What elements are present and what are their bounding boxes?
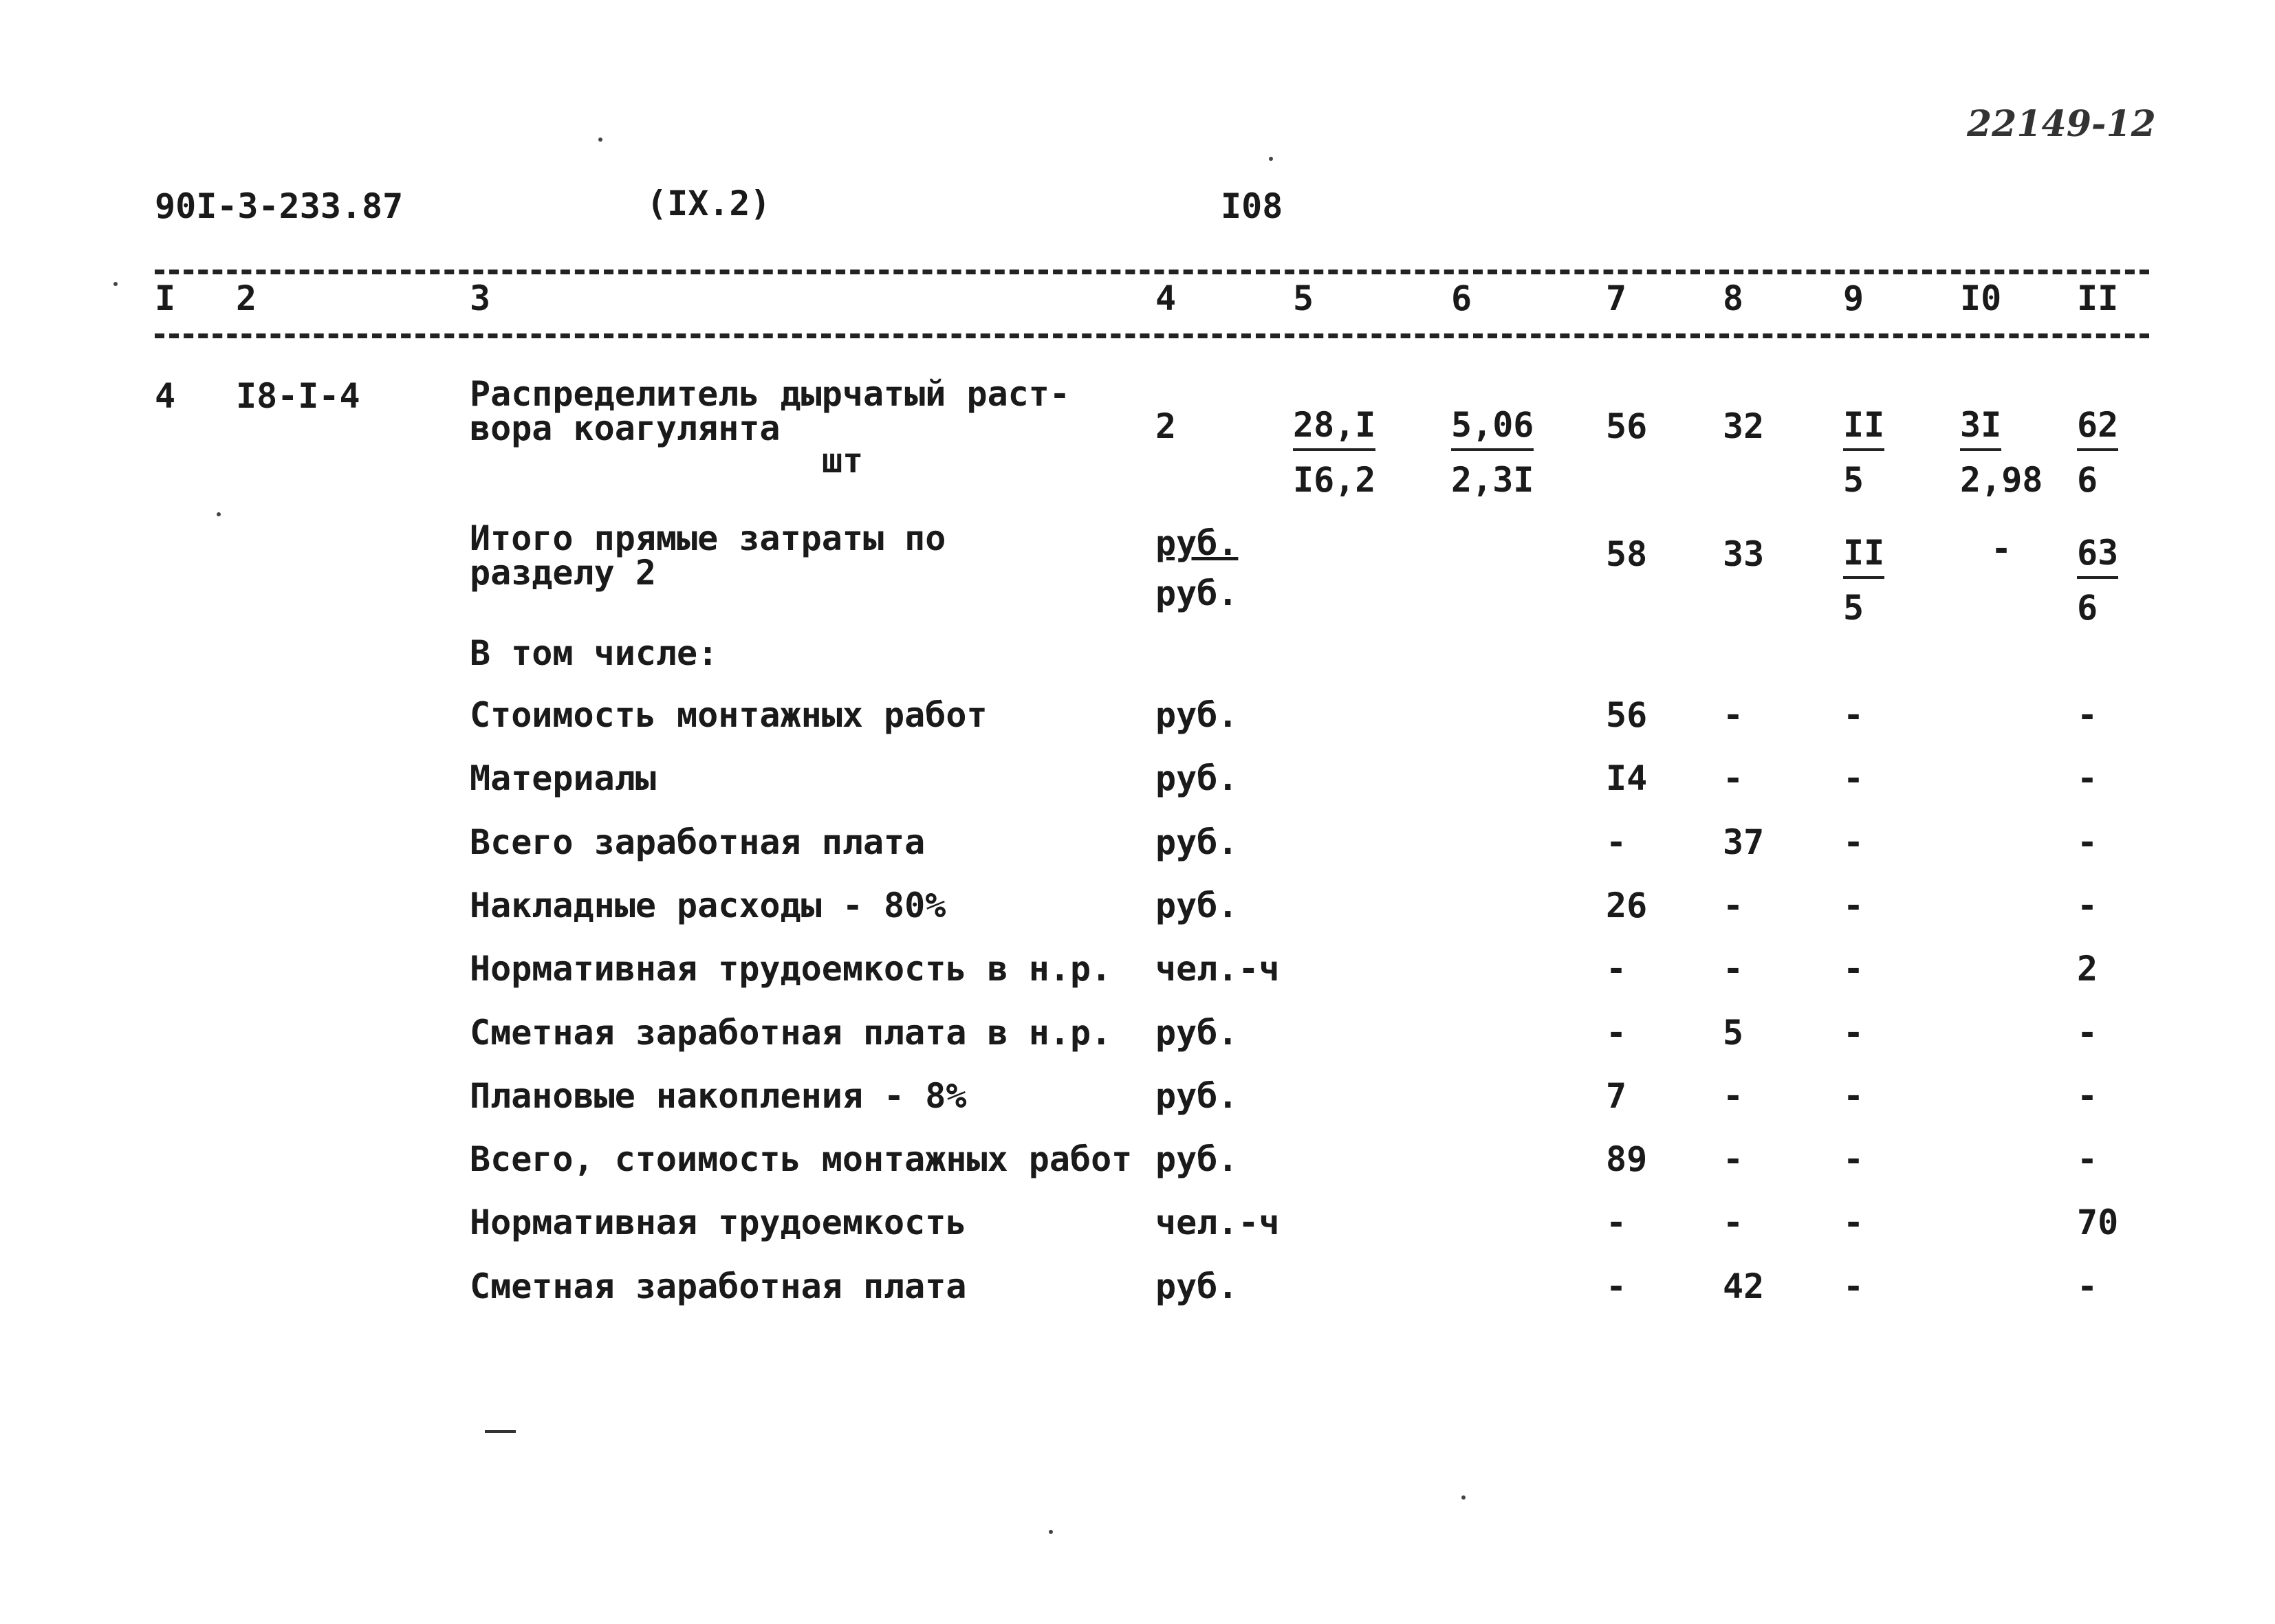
row-col7: 56	[1606, 695, 1648, 735]
row-col9: -	[1843, 1203, 1864, 1242]
row-unit: руб.	[1155, 886, 1239, 925]
row-col9: -	[1843, 822, 1864, 862]
row-label: Материалы	[470, 758, 656, 798]
item-col11-top: 62	[2077, 406, 2118, 451]
row-col7: -	[1606, 1013, 1627, 1053]
row-label: Плановые накопления - 8%	[470, 1076, 967, 1116]
item-quantity: 2	[1155, 406, 1177, 446]
column-number: 2	[236, 278, 257, 318]
row-col8: 5	[1723, 1013, 1744, 1053]
row-unit: руб.	[1155, 1013, 1239, 1053]
row-col11: -	[2077, 886, 2098, 925]
item-col10	[1960, 406, 2043, 499]
row-col11: -	[2077, 758, 2098, 798]
item-col8: 32	[1723, 406, 1765, 446]
row-col7: -	[1606, 822, 1627, 862]
row-col8: -	[1723, 1139, 1744, 1179]
row-col8: -	[1723, 758, 1744, 798]
row-unit: руб.	[1155, 758, 1239, 798]
row-col9: -	[1843, 1076, 1864, 1116]
row-col9: -	[1843, 949, 1864, 989]
row-label: Накладные расходы - 80%	[470, 886, 946, 925]
total-col7: 58	[1606, 534, 1648, 574]
item-col5-bottom: I6,2	[1293, 460, 1376, 500]
row-col8: 42	[1723, 1266, 1765, 1306]
column-number: 9	[1843, 278, 1864, 318]
column-number: 6	[1451, 278, 1472, 318]
scan-speck	[598, 138, 602, 142]
item-col6-top: 5,06	[1451, 406, 1534, 451]
scan-speck	[1049, 1530, 1053, 1534]
row-unit: руб.	[1155, 695, 1239, 735]
item-col9-top: II	[1843, 406, 1884, 451]
row-col9: -	[1843, 695, 1864, 735]
row-col7: -	[1606, 1266, 1627, 1306]
scan-speck	[217, 512, 221, 516]
column-number: 5	[1293, 278, 1314, 318]
total-col8: 33	[1723, 534, 1765, 574]
total-col11-bottom: 6	[2077, 588, 2098, 628]
item-name-line1: Распределитель дырчатый раст-	[470, 374, 1070, 414]
item-col10-bottom: 2,98	[1960, 460, 2043, 500]
row-col9: -	[1843, 758, 1864, 798]
row-label: Стоимость монтажных работ	[470, 695, 988, 735]
row-col9: -	[1843, 1139, 1864, 1179]
column-number: I0	[1960, 278, 2002, 318]
item-col9-bottom: 5	[1843, 460, 1864, 500]
row-col8: -	[1723, 1076, 1744, 1116]
scan-mark	[485, 1430, 516, 1433]
scan-speck	[1461, 1495, 1466, 1500]
row-col9: -	[1843, 1266, 1864, 1306]
row-col9: -	[1843, 886, 1864, 925]
row-col11: 70	[2077, 1203, 2119, 1242]
row-unit: руб.	[1155, 1076, 1239, 1116]
row-label: Нормативная трудоемкость	[470, 1203, 967, 1242]
item-col5-top: 28,I	[1293, 406, 1375, 451]
item-col7: 56	[1606, 406, 1648, 446]
row-label: Сметная заработная плата	[470, 1266, 967, 1306]
row-label: Всего, стоимость монтажных работ	[470, 1139, 1133, 1179]
header-bottom-rule	[155, 333, 2149, 338]
total-col9	[1843, 534, 1884, 627]
item-number: 4	[155, 376, 176, 416]
row-col8: -	[1723, 1203, 1744, 1242]
item-col6	[1451, 406, 1534, 499]
row-col8: -	[1723, 949, 1744, 989]
row-col11: 2	[2077, 949, 2098, 989]
row-col7: -	[1606, 1203, 1627, 1242]
column-number: II	[2077, 278, 2119, 318]
row-col11: -	[2077, 695, 2098, 735]
column-number: 8	[1723, 278, 1744, 318]
row-label: Сметная заработная плата в н.р.	[470, 1013, 1112, 1053]
row-col8: -	[1723, 886, 1744, 925]
row-col8: -	[1723, 695, 1744, 735]
row-col7: 89	[1606, 1139, 1648, 1179]
item-col11-bottom: 6	[2077, 460, 2098, 500]
item-name-line2: вора коагулянта	[470, 408, 781, 448]
total-col9-top: II	[1843, 534, 1884, 579]
row-unit: руб.	[1155, 1266, 1239, 1306]
item-col10-top: 3I	[1960, 406, 2001, 451]
total-unit-2: руб.	[1155, 573, 1239, 613]
column-number: 3	[470, 278, 491, 318]
row-col7: 26	[1606, 886, 1648, 925]
total-col11-top: 63	[2077, 534, 2118, 579]
row-col7: 7	[1606, 1076, 1627, 1116]
row-col11: -	[2077, 1266, 2098, 1306]
item-code: I8-I-4	[236, 376, 360, 416]
header-top-rule	[155, 270, 2149, 274]
archive-number: 22149-12	[1967, 103, 2156, 145]
page-number: I08	[1221, 186, 1283, 226]
row-col11: -	[2077, 822, 2098, 862]
including-label: В том числе:	[470, 633, 719, 673]
item-col9	[1843, 406, 1884, 499]
row-col11: -	[2077, 1076, 2098, 1116]
column-number: 7	[1606, 278, 1627, 318]
section-code: (IX.2)	[646, 184, 771, 223]
item-col5	[1293, 406, 1375, 499]
scan-speck	[113, 282, 118, 286]
row-col9: -	[1843, 1013, 1864, 1053]
total-unit-1: руб.	[1155, 523, 1239, 563]
doc-code: 90I-3-233.87	[155, 186, 404, 226]
row-unit: чел.-ч	[1155, 1203, 1280, 1242]
row-unit: руб.	[1155, 1139, 1239, 1179]
total-col9-bottom: 5	[1843, 588, 1864, 628]
row-col8: 37	[1723, 822, 1765, 862]
row-unit: чел.-ч	[1155, 949, 1280, 989]
column-number: I	[155, 278, 176, 318]
row-label: Нормативная трудоемкость в н.р.	[470, 949, 1112, 989]
row-col7: -	[1606, 949, 1627, 989]
item-unit: шт	[822, 441, 864, 481]
item-col6-bottom: 2,3I	[1451, 460, 1534, 500]
row-col7: I4	[1606, 758, 1648, 798]
total-label-line2: разделу 2	[470, 553, 656, 593]
column-number: 4	[1155, 278, 1177, 318]
total-col11	[2077, 534, 2118, 627]
row-col11: -	[2077, 1013, 2098, 1053]
row-col11: -	[2077, 1139, 2098, 1179]
item-col11	[2077, 406, 2118, 499]
row-unit: руб.	[1155, 822, 1239, 862]
total-label-line1: Итого прямые затраты по	[470, 518, 946, 558]
row-label: Всего заработная плата	[470, 822, 926, 862]
total-col10: -	[1991, 529, 2012, 569]
scan-speck	[1269, 157, 1273, 161]
